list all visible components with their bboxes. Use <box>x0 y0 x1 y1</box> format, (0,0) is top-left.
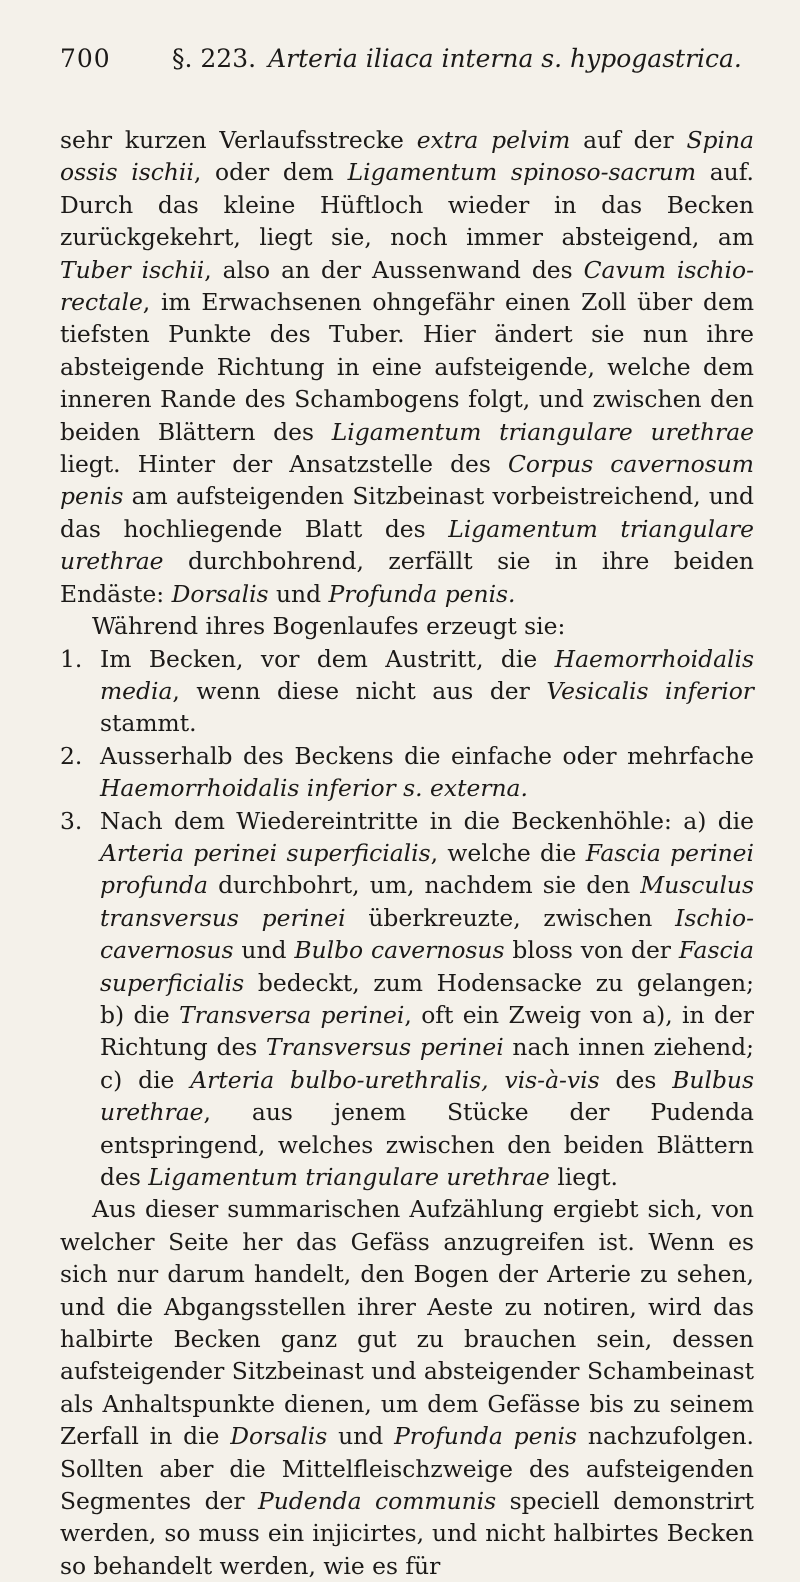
italic-term: Dorsalis <box>171 579 269 608</box>
text-run: auf. Durch das kleine Hüftloch wieder in das Becken zurückgekehrt, liegt sie, noch immer absteigend, am <box>60 158 754 252</box>
text-run: nachzufolgen. Sollten aber die Mittelfleischzweige des aufsteigenden Segmentes der <box>60 1422 754 1516</box>
italic-term: Haemorrhoidalis inferior s. externa. <box>100 774 528 803</box>
text-run: , aus jenem Stücke der Pudenda entspringend, welches zwischen den beiden Blättern des <box>100 1098 754 1191</box>
list-item <box>60 740 754 805</box>
text-run: nach innen ziehend; c) die <box>100 1033 754 1094</box>
italic-term: Profunda penis. <box>328 579 516 608</box>
list-item-number: 3. <box>60 806 83 835</box>
text-run: und <box>233 936 295 965</box>
text-run: durchbohrt, um, nachdem sie den <box>207 871 641 900</box>
list-item <box>60 643 754 740</box>
text-run: , welche die <box>430 838 586 867</box>
text-run: bloss von der <box>504 936 679 965</box>
list-item-text <box>100 645 754 738</box>
section-number: §. 223. <box>172 44 257 73</box>
text-run: Im Becken, vor dem Austritt, die <box>100 644 555 673</box>
text-run: überkreuzte, zwischen <box>345 903 676 932</box>
text-run: liegt. Hinter der Ansatzstelle des <box>60 450 508 479</box>
italic-term: Ligamentum triangulare urethrae <box>331 417 754 446</box>
list-item-number: 1. <box>60 644 83 673</box>
italic-term: Haemorrhoidalis media <box>100 644 754 705</box>
list-item <box>60 805 754 1194</box>
text-run: , im Erwachsenen ohngefähr einen Zoll über dem tiefsten Punkte des Tuber. Hier ändert sie nun ihre absteigende Richtung in eine aufsteigende, welche dem inneren Rande des Schambogens folgt, und zwischen den beiden Blättern des <box>60 288 754 446</box>
italic-term: Ischio-cavernosus <box>100 903 754 965</box>
italic-term: Vesicalis inferior <box>546 676 754 705</box>
list-item-number: 2. <box>60 741 83 770</box>
text-run: Aus dieser summarischen Aufzählung ergiebt sich, von welcher Seite her das Gefäss anzugreifen ist. Wenn es sich nur darum handelt, den Bogen der Arterie zu sehen, und die Abgangsstellen ihrer Aeste zu notiren, wird das halbirte Becken ganz gut zu brauchen sein, dessen aufsteigender Sitzbeinast und absteigender Schambeinast als Anhaltspunkte dienen, um dem Gefässe bis zu seinem Zerfall in die <box>60 1195 754 1451</box>
italic-term: Musculus transversus perinei <box>100 871 754 932</box>
italic-term: Cavum ischio-rectale <box>60 255 754 317</box>
text-run: am aufsteigenden Sitzbeinast vorbeistreichend, und das hochliegende Blatt des <box>60 482 754 543</box>
page-number: 700 <box>60 44 111 73</box>
italic-term: Spina ossis ischii <box>60 126 754 187</box>
list-item-text <box>100 807 754 1191</box>
paragraph-1 <box>60 124 754 610</box>
text-run: liegt. <box>549 1163 618 1191</box>
italic-term: Tuber ischii <box>60 255 205 284</box>
text-run: , also an der Aussenwand des <box>204 255 584 284</box>
italic-term: Ligamentum spinoso-sacrum <box>347 158 697 187</box>
paragraph-3 <box>60 1193 754 1582</box>
italic-term: Fascia perinei profunda <box>100 838 754 900</box>
text-run: stammt. <box>100 709 197 738</box>
italic-term: Arteria perinei superficialis <box>100 838 431 867</box>
text-run: Ausserhalb des Beckens die einfache oder mehrfache <box>100 741 754 770</box>
italic-term: Transversus perinei <box>266 1033 504 1062</box>
text-run: des <box>599 1065 673 1094</box>
italic-term: Dorsalis <box>230 1422 328 1451</box>
italic-term: Bulbo cavernosus <box>294 936 505 965</box>
text-run: sehr kurzen Verlaufsstrecke <box>60 126 417 154</box>
text-run: Während ihres Bogenlaufes erzeugt sie: <box>92 612 566 641</box>
text-run: durchbohrend, zerfällt sie in ihre beiden Endäste: <box>60 547 754 608</box>
branch-list <box>60 643 754 1194</box>
text-run: bedeckt, zum Hodensacke zu gelangen; b) die <box>100 968 754 1029</box>
text-run: Nach dem Wiedereintritte in die Beckenhöhle: a) die <box>100 806 754 835</box>
text-run: , oft ein Zweig von a), in der Richtung des <box>100 1000 754 1062</box>
text-run: , wenn diese nicht aus der <box>172 676 547 705</box>
italic-term: Fascia superficialis <box>100 936 754 997</box>
italic-term: Ligamentum triangulare urethrae <box>148 1163 550 1191</box>
body-text <box>60 124 754 1582</box>
italic-term: Ligamentum triangulare urethrae <box>60 514 754 576</box>
paragraph-2 <box>60 610 754 642</box>
text-run: auf der <box>570 126 687 154</box>
italic-term: Arteria bulbo-urethralis, vis-à-vis <box>190 1065 600 1094</box>
italic-term: Corpus cavernosum penis <box>60 450 754 511</box>
italic-term: Pudenda communis <box>258 1487 497 1516</box>
italic-term: Profunda penis <box>394 1422 578 1451</box>
italic-term: Transversa perinei <box>179 1000 405 1029</box>
running-title: Arteria iliaca interna s. hypogastrica. <box>268 44 742 73</box>
text-run: und <box>268 579 329 608</box>
running-header <box>60 44 754 84</box>
text-run: speciell demonstrirt werden, so muss ein injicirtes, und nicht halbirtes Becken so behandelt werden, wie es für <box>60 1487 754 1580</box>
italic-term: extra pelvim <box>416 126 571 154</box>
text-run: und <box>327 1422 395 1451</box>
text-run: , oder dem <box>193 158 348 187</box>
italic-term: Bulbus urethrae <box>100 1065 754 1127</box>
list-item-text <box>100 742 754 802</box>
